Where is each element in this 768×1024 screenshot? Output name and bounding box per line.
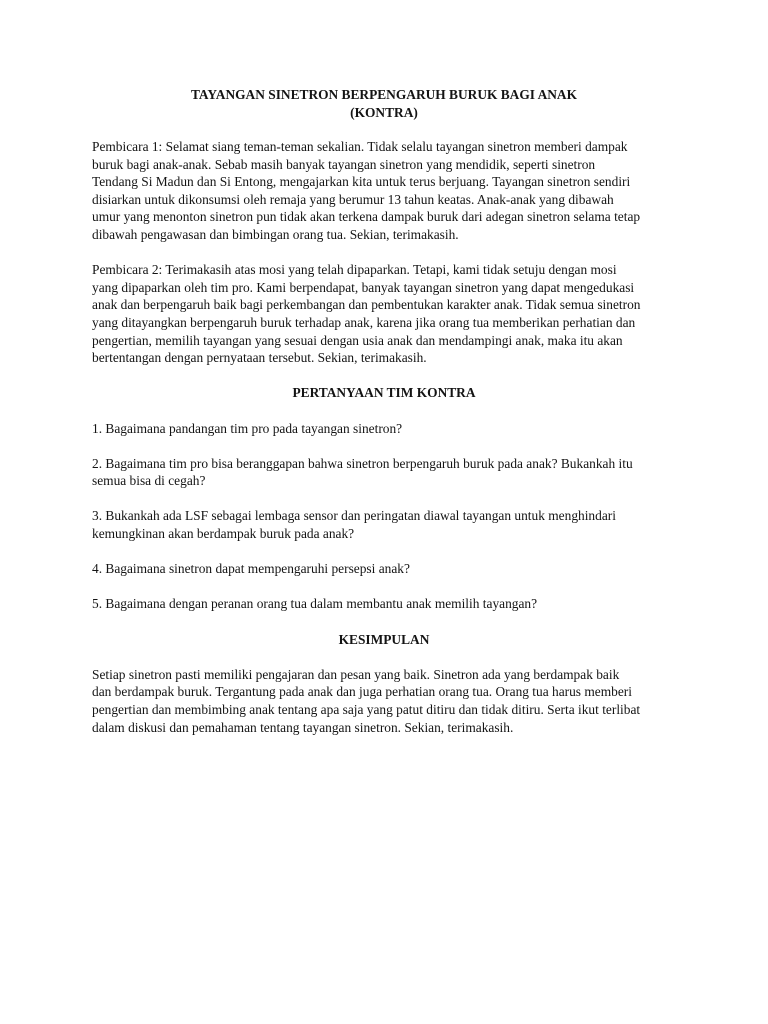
paragraph-line: buruk bagi anak-anak. Sebab masih banyak tayangan sinetron yang mendidik, seperti sinetron: [92, 156, 596, 172]
speaker-1-paragraph: [92, 138, 676, 244]
paragraph-line: pengertian, memilih tayangan yang sesuai dengan usia anak dan mendampingi anak, maka itu akan: [92, 332, 623, 348]
paragraph-line: disiarkan untuk dikonsumsi oleh remaja yang berumur 13 tahun keatas. Anak-anak yang dibawah: [92, 191, 614, 207]
paragraph-line: anak dan berpengaruh baik bagi perkembangan dan pembentukan karakter anak. Tidak semua sinetron: [92, 297, 641, 313]
question-line: kemungkinan akan berdampak buruk pada anak?: [92, 526, 355, 542]
paragraph-line: Pembicara 1: Selamat siang teman-teman sekalian. Tidak selalu tayangan sinetron memberi dampak: [92, 139, 628, 154]
conclusion-paragraph: [92, 666, 676, 736]
question-item: [92, 455, 676, 490]
title-line: TAYANGAN SINETRON BERPENGARUH BURUK BAGI ANAK: [190, 87, 578, 102]
paragraph-line: dibawah pengawasan dan bimbingan orang tua. Sekian, terimakasih.: [92, 226, 459, 242]
conclusion-heading: KESIMPULAN: [338, 631, 430, 647]
paragraph-line: yang dipaparkan oleh tim pro. Kami berpendapat, banyak tayangan sinetron yang dapat mengedukasi: [92, 279, 635, 295]
paragraph-line: dan berdampak buruk. Tergantung pada anak dan juga perhatian orang tua. Orang tua harus memberi: [92, 684, 632, 700]
question-item: [92, 595, 676, 613]
question-item: [92, 507, 676, 542]
paragraph-line: umur yang menonton sinetron pun tidak akan terkena dampak buruk dari adegan sinetron selama tetap: [92, 209, 641, 225]
questions-heading: PERTANYAAN TIM KONTRA: [292, 385, 476, 401]
paragraph-line: Pembicara 2: Terimakasih atas mosi yang telah dipaparkan. Tetapi, kami tidak setuju dengan mosi: [92, 262, 617, 278]
question-item: [92, 560, 676, 578]
title-subline: (KONTRA): [350, 104, 418, 120]
paragraph-line: Tendang Si Madun dan Si Entong, mengajarkan kita untuk terus berjuang. Tayangan sinetron sendiri: [92, 174, 631, 190]
paragraph-line: bertentangan dengan pernyataan tersebut. Sekian, terimakasih.: [92, 350, 427, 366]
speaker-2-paragraph: [92, 261, 676, 367]
question-line: 5. Bagaimana dengan peranan orang tua dalam membantu anak memilih tayangan?: [92, 596, 538, 612]
question-line: 2. Bagaimana tim pro bisa beranggapan bahwa sinetron berpengaruh buruk pada anak? Bukankah itu: [92, 455, 633, 471]
paragraph-line: Setiap sinetron pasti memiliki pengajaran dan pesan yang baik. Sinetron ada yang berdampak baik: [92, 666, 620, 682]
paragraph-line: dalam diskusi dan pemahaman tentang tayangan sinetron. Sekian, terimakasih.: [92, 719, 514, 735]
question-line: 4. Bagaimana sinetron dapat mempengaruhi persepsi anak?: [92, 561, 410, 577]
document-title: [92, 86, 676, 121]
question-item: [92, 420, 676, 438]
question-line: semua bisa di cegah?: [92, 473, 206, 489]
paragraph-line: yang ditayangkan berpengaruh buruk terhadap anak, karena jika orang tua memberikan perhatian dan: [92, 314, 636, 330]
question-line: 3. Bukankah ada LSF sebagai lembaga sensor dan peringatan diawal tayangan untuk menghindari: [92, 508, 616, 524]
question-line: 1. Bagaimana pandangan tim pro pada tayangan sinetron?: [92, 420, 403, 436]
paragraph-line: pengertian dan membimbing anak tentang apa saja yang patut ditiru dan tidak ditiru. Serta ikut terlibat: [92, 702, 641, 717]
